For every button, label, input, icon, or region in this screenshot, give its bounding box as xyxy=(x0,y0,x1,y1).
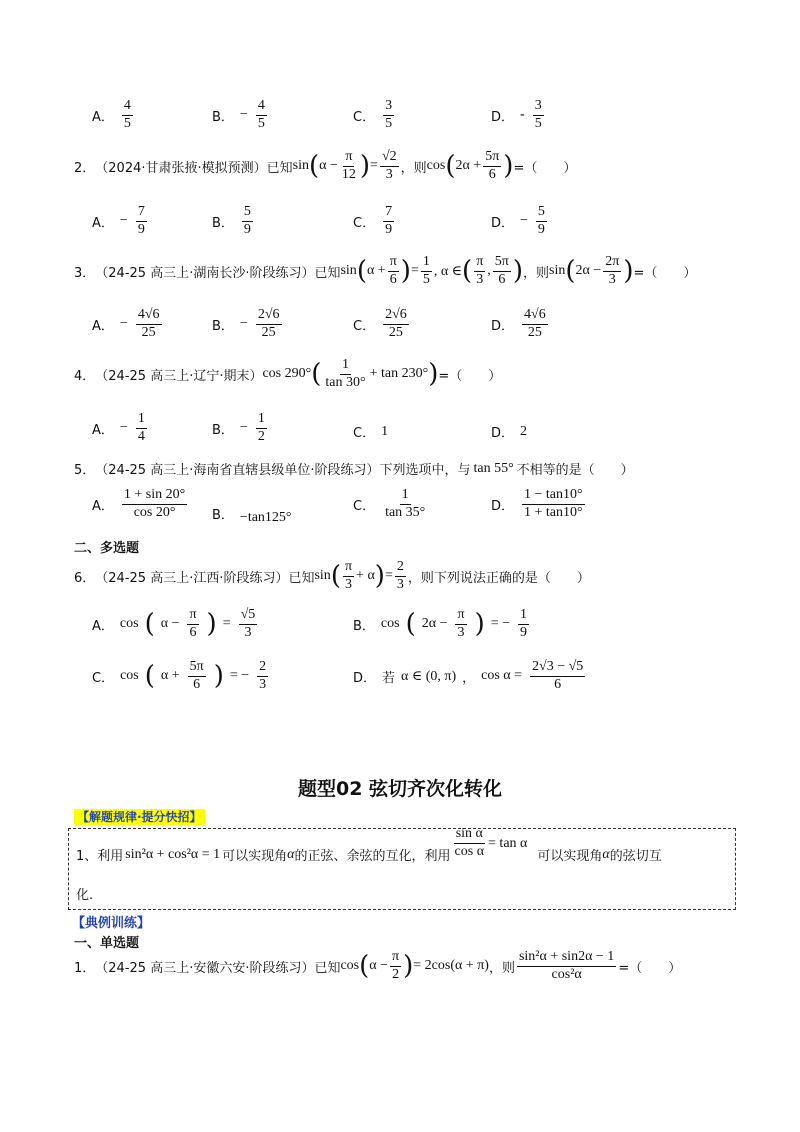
examples-label: 【典例训练】 xyxy=(72,916,151,931)
denominator: 2 xyxy=(257,428,265,444)
fraction xyxy=(122,99,133,131)
numerator: 2√6 xyxy=(256,308,282,325)
q4-option-c xyxy=(353,422,388,441)
q5-option-a xyxy=(92,488,189,520)
numerator: π xyxy=(343,560,354,577)
math-text: D． xyxy=(491,215,515,231)
parenthesis: ) xyxy=(206,609,217,640)
denominator: 25 xyxy=(527,324,542,340)
numerator: 5π xyxy=(493,255,511,272)
parenthesis: ) xyxy=(403,951,414,982)
math-text: =（ ） xyxy=(618,960,682,976)
numerator: sin α xyxy=(454,827,485,844)
fraction xyxy=(603,255,621,287)
math-text: 2α − xyxy=(421,616,448,632)
math-text: − xyxy=(520,213,528,229)
math-text: cos xyxy=(380,616,400,632)
math-text: B． xyxy=(212,507,234,523)
fraction xyxy=(383,488,427,520)
numerator: 1 xyxy=(421,255,432,272)
q6-option-b xyxy=(353,608,531,640)
parenthesis: ) xyxy=(503,151,514,182)
math-text: 2α − xyxy=(575,263,602,279)
numerator: 2√6 xyxy=(383,308,409,325)
math-text: B． xyxy=(212,215,234,231)
numerator: 4 xyxy=(122,99,133,116)
numerator: 2π xyxy=(603,255,621,272)
fraction xyxy=(383,205,394,237)
math-text: A． xyxy=(92,318,114,334)
fraction xyxy=(256,308,282,340)
denominator: 3 xyxy=(385,166,393,182)
q4-option-b xyxy=(212,412,269,444)
q6-option-a xyxy=(92,608,259,640)
math-text: − xyxy=(119,213,128,229)
parenthesis: ) xyxy=(213,661,224,692)
q5-option-c xyxy=(353,488,429,520)
numerator: 2 xyxy=(257,660,268,677)
math-text: + α xyxy=(356,568,375,584)
parenthesis: ( xyxy=(359,951,370,982)
fraction xyxy=(493,255,511,287)
math-text: ，则下列说法正确的是（ ） xyxy=(407,570,590,586)
math-text: − xyxy=(119,316,128,332)
numerator: 1 xyxy=(136,412,147,429)
math-text: cos xyxy=(426,158,446,174)
parenthesis: ( xyxy=(311,359,322,390)
math-text: （24-25 高三上·海南省直辖县级单位·阶段练习）下列选项中，与 xyxy=(95,463,471,478)
numerator: 1 − tan10° xyxy=(522,488,585,505)
q3-option-d xyxy=(491,308,550,340)
numerator: 4√6 xyxy=(522,308,548,325)
math-text: C． xyxy=(353,109,376,125)
q2-option-d xyxy=(491,205,549,237)
denominator: 25 xyxy=(261,324,276,340)
math-text: （24-25 高三上·湖南长沙·阶段练习）已知 xyxy=(95,265,341,281)
denominator: 9 xyxy=(520,624,528,640)
denominator: 3 xyxy=(244,624,252,640)
math-text: − xyxy=(239,107,248,123)
math-text: cos α = xyxy=(481,668,523,684)
math-text: B． xyxy=(212,318,234,334)
math-text: D． xyxy=(491,109,515,125)
math-text: + tan 230° xyxy=(369,366,429,382)
math-text: 2 xyxy=(520,423,528,439)
math-text: = tan α xyxy=(488,835,528,851)
math-text: D． xyxy=(491,318,515,334)
q3-option-b xyxy=(212,308,284,340)
fraction xyxy=(239,608,258,640)
math-text: sin xyxy=(549,263,566,279)
denominator: 12 xyxy=(341,166,356,182)
math-text: 可以实现角 xyxy=(537,849,603,864)
parenthesis: ( xyxy=(445,151,456,182)
math-text: A． xyxy=(92,618,114,634)
math-text: − xyxy=(239,420,248,436)
math-text: sin²α + cos²α = 1 xyxy=(125,846,221,862)
math-text: sin xyxy=(340,263,357,279)
fraction xyxy=(522,488,585,520)
numerator: √5 xyxy=(239,608,258,625)
math-text: C． xyxy=(92,670,115,686)
parenthesis: ( xyxy=(565,256,576,287)
denominator: 4 xyxy=(137,428,145,444)
math-text: 不相等的是（ ） xyxy=(516,463,634,478)
fraction xyxy=(421,255,432,287)
question-3 xyxy=(74,255,696,287)
denominator: cos²α xyxy=(551,966,582,982)
parenthesis: ) xyxy=(374,561,385,592)
q1-option-d xyxy=(491,99,546,131)
q2-option-a xyxy=(92,205,149,237)
q4-option-a xyxy=(92,412,149,444)
math-text: 1 xyxy=(381,423,389,439)
fraction xyxy=(242,205,253,237)
fraction xyxy=(453,827,487,859)
denominator: tan 30° xyxy=(325,374,366,390)
question-2 xyxy=(74,150,576,182)
fraction xyxy=(257,660,268,692)
math-text: A． xyxy=(92,215,114,231)
math-text: = xyxy=(370,158,378,174)
math-text: cos xyxy=(120,668,139,684)
denominator: 5 xyxy=(257,115,265,131)
math-text: A． xyxy=(92,498,114,514)
math-text: =（ ） xyxy=(438,368,502,384)
q3-option-c xyxy=(353,308,411,340)
fraction xyxy=(390,950,401,982)
q1-option-c xyxy=(353,99,396,131)
parenthesis: ( xyxy=(308,151,320,182)
fraction xyxy=(517,950,616,982)
math-text: sin xyxy=(314,568,331,584)
fraction xyxy=(483,150,501,182)
math-text: B． xyxy=(212,422,234,438)
denominator: 9 xyxy=(137,221,145,237)
denominator: 25 xyxy=(141,324,156,340)
math-text: 1、利用 xyxy=(76,849,124,864)
math-text: （2024·甘肃张掖·模拟预测）已知 xyxy=(95,160,293,176)
math-text: =（ ） xyxy=(513,160,577,176)
tips-line-1 xyxy=(76,826,662,864)
q2-option-c xyxy=(353,205,396,237)
math-text: − xyxy=(119,420,128,436)
parenthesis: ( xyxy=(462,256,473,287)
fraction xyxy=(455,608,466,640)
math-text: D． xyxy=(491,498,515,514)
numerator: π xyxy=(390,950,401,967)
fraction xyxy=(388,255,399,287)
denominator: 6 xyxy=(554,676,562,692)
math-text: α xyxy=(287,846,295,862)
numerator: 7 xyxy=(383,205,394,222)
tips-box xyxy=(68,828,736,910)
math-text: α − xyxy=(369,958,389,974)
fraction xyxy=(383,99,394,131)
fraction xyxy=(380,150,399,182)
denominator: 1 + tan10° xyxy=(524,504,583,520)
math-text: C． xyxy=(353,498,376,514)
tips-label xyxy=(74,808,205,825)
math-text: tan 55° xyxy=(473,460,514,476)
denominator: 2 xyxy=(392,966,400,982)
section-multi-choice: 二、多选题 xyxy=(74,541,140,556)
math-text: A． xyxy=(92,422,114,438)
math-text: ，则 xyxy=(400,160,427,176)
math-text: =（ ） xyxy=(633,265,697,281)
q1-option-b xyxy=(212,99,269,131)
example-1 xyxy=(74,950,681,982)
denominator: cos α xyxy=(454,844,485,859)
math-text: 3． xyxy=(74,265,96,281)
denominator: cos 20° xyxy=(133,504,176,520)
math-text: C． xyxy=(353,215,376,231)
numerator: 1 xyxy=(256,412,267,429)
denominator: 5 xyxy=(534,115,542,131)
math-text: α − xyxy=(160,616,180,632)
denominator: 6 xyxy=(189,624,197,640)
fraction xyxy=(187,608,198,640)
numerator: 5 xyxy=(536,205,547,222)
math-text: 若 xyxy=(382,670,396,686)
fraction xyxy=(383,308,409,340)
fraction xyxy=(533,99,544,131)
question-4 xyxy=(74,358,501,390)
math-text: - xyxy=(520,107,525,123)
fraction xyxy=(530,660,585,692)
numerator: 4 xyxy=(256,99,267,116)
math-text: D． xyxy=(491,426,515,441)
fraction xyxy=(256,99,267,131)
math-text: cos xyxy=(119,616,139,632)
fraction xyxy=(474,255,485,287)
math-text: 2． xyxy=(74,160,96,176)
parenthesis: ( xyxy=(405,609,416,640)
q6-option-c xyxy=(92,660,270,692)
math-text: ， xyxy=(462,670,476,686)
denominator: 9 xyxy=(385,221,393,237)
math-text: 2α + xyxy=(455,158,482,174)
math-text: = xyxy=(384,568,393,584)
numerator: 3 xyxy=(533,99,544,116)
math-text: 1． xyxy=(74,960,96,976)
parenthesis: ) xyxy=(400,256,411,287)
denominator: 5 xyxy=(123,115,131,131)
parenthesis: ( xyxy=(144,609,155,640)
denominator: 5 xyxy=(385,115,393,131)
denominator: 6 xyxy=(498,271,506,287)
numerator: 1 xyxy=(340,358,351,375)
numerator: π xyxy=(343,150,354,167)
denominator: 9 xyxy=(243,221,251,237)
numerator: π xyxy=(388,255,399,272)
numerator: 7 xyxy=(136,205,147,222)
fraction xyxy=(256,412,267,444)
numerator: 1 + sin 20° xyxy=(122,488,187,505)
math-text: α ∈ (0, π) xyxy=(401,668,457,684)
denominator: 3 xyxy=(608,271,616,287)
denominator: 6 xyxy=(488,166,496,182)
math-text: 4． xyxy=(74,368,96,384)
q5-option-b xyxy=(212,500,292,526)
fraction xyxy=(122,488,187,520)
numerator: 1 xyxy=(400,488,411,505)
math-text: B． xyxy=(212,109,234,125)
math-text: （24-25 高三上·安徽六安·阶段练习）已知 xyxy=(95,960,341,976)
q6-option-d xyxy=(353,660,587,692)
parenthesis: ) xyxy=(359,151,371,182)
section-title: 题型02 弦切齐次化转化 xyxy=(297,778,503,800)
fraction xyxy=(536,205,547,237)
math-text: 【解题规律·提分快招】 xyxy=(74,809,205,825)
math-text: α + xyxy=(160,668,180,684)
parenthesis: ( xyxy=(330,561,341,592)
q3-option-a xyxy=(92,308,164,340)
q4-option-d xyxy=(491,422,527,441)
math-text: 5． xyxy=(74,463,96,478)
math-text: C． xyxy=(353,426,376,441)
numerator: π xyxy=(455,608,466,625)
math-text: ，则 xyxy=(488,960,515,976)
math-text: cos xyxy=(340,958,360,974)
math-text: = xyxy=(222,616,231,632)
fraction xyxy=(188,660,206,692)
math-text: D． xyxy=(353,670,377,686)
section-single-choice: 一、单选题 xyxy=(74,936,140,951)
numerator: 2√3 − √5 xyxy=(530,660,585,677)
math-text: （24-25 高三上·江西·阶段练习）已知 xyxy=(95,570,315,586)
numerator: 3 xyxy=(383,99,394,116)
math-text: 的正弦、余弦的互化，利用 xyxy=(294,849,451,864)
q1-option-a xyxy=(92,99,135,131)
denominator: 3 xyxy=(476,271,484,287)
math-text: , α ∈ xyxy=(433,263,463,279)
math-text: , xyxy=(487,263,491,279)
numerator: 2 xyxy=(395,560,406,577)
math-text: B． xyxy=(353,618,375,634)
math-text: − xyxy=(239,316,248,332)
fraction xyxy=(136,205,147,237)
denominator: 3 xyxy=(457,624,465,640)
numerator: 1 xyxy=(518,608,529,625)
denominator: 3 xyxy=(259,676,267,692)
math-text: sin xyxy=(292,158,309,174)
question-6 xyxy=(74,560,590,592)
math-text: = − xyxy=(490,616,511,632)
denominator: 6 xyxy=(193,676,201,692)
math-text: 的弦切互 xyxy=(609,849,662,864)
denominator: 9 xyxy=(537,221,545,237)
parenthesis: ( xyxy=(356,256,367,287)
math-text: −tan125° xyxy=(239,510,292,525)
math-text: = 2cos(α + π) xyxy=(413,958,489,974)
math-text: 可以实现角 xyxy=(222,849,288,864)
math-text: ，则 xyxy=(523,265,550,281)
numerator: 4√6 xyxy=(136,308,162,325)
denominator: tan 35° xyxy=(385,504,426,520)
fraction xyxy=(136,308,162,340)
math-text: α − xyxy=(319,158,338,174)
q2-option-b xyxy=(212,205,255,237)
numerator: 5π xyxy=(483,150,501,167)
fraction xyxy=(323,358,367,390)
parenthesis: ) xyxy=(428,359,439,390)
parenthesis: ) xyxy=(623,256,634,287)
parenthesis: ) xyxy=(474,609,485,640)
math-text: cos 290° xyxy=(262,366,312,382)
math-text: A． xyxy=(92,109,114,125)
parenthesis: ( xyxy=(144,661,155,692)
denominator: 6 xyxy=(389,271,397,287)
question-5 xyxy=(74,459,634,478)
math-text: α xyxy=(602,846,610,862)
denominator: 25 xyxy=(388,324,403,340)
denominator: 5 xyxy=(422,271,430,287)
numerator: 5π xyxy=(188,660,206,677)
denominator: 3 xyxy=(396,576,404,592)
math-text: α + xyxy=(366,263,386,279)
numerator: 5 xyxy=(242,205,253,222)
fraction xyxy=(136,412,147,444)
numerator: π xyxy=(474,255,485,272)
math-text: （24-25 高三上·辽宁·期末） xyxy=(95,368,263,384)
tips-line-2: 化. xyxy=(76,888,94,903)
fraction xyxy=(395,560,406,592)
q5-option-d xyxy=(491,488,587,520)
math-text: C． xyxy=(353,318,376,334)
numerator: sin²α + sin2α − 1 xyxy=(517,950,616,967)
math-text: 6． xyxy=(74,570,96,586)
fraction xyxy=(340,150,358,182)
denominator: 3 xyxy=(345,576,352,592)
math-text: = xyxy=(410,263,419,279)
numerator: π xyxy=(187,608,198,625)
math-text: = − xyxy=(229,668,250,684)
fraction xyxy=(343,560,354,592)
fraction xyxy=(518,608,529,640)
parenthesis: ) xyxy=(512,256,524,287)
fraction xyxy=(522,308,548,340)
numerator: √2 xyxy=(380,150,399,167)
